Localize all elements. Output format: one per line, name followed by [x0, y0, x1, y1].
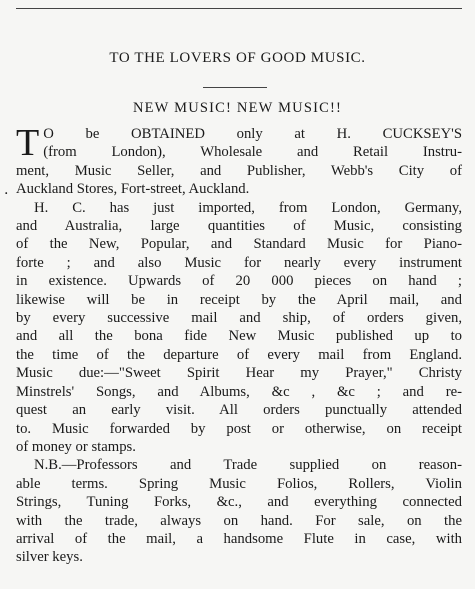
drop-cap: T [16, 125, 40, 162]
text-line: Strings, Tuning Forks, &c., and everything connected [16, 494, 462, 511]
text-line: Auckland Stores, Fort-street, Auckland. [16, 181, 250, 198]
advert-body [16, 125, 462, 567]
text-line: and Australia, large quantities of Music, consisting [16, 218, 462, 235]
text-line: Minstrels' Songs, and Albums, &c , &c ; and re- [16, 383, 462, 400]
text-line: in existence. Upwards of 20 000 pieces on hand ; [16, 273, 462, 290]
text-line: with the trade, always on hand. For sale, on the [16, 512, 462, 529]
text-line: the time of the departure of every mail from England. [16, 346, 462, 363]
text-line: quest an early visit. All orders punctually attended [16, 402, 462, 419]
text-line: (from London), Wholesale and Retail Instru- [43, 144, 462, 161]
text-line: likewise will be in receipt by the April mail, and [16, 291, 462, 308]
text-line: forte ; and also Music for nearly every instrument [16, 254, 462, 271]
text-line: Music due:—"Sweet Spirit Hear my Prayer," Christy [16, 365, 462, 382]
text-line: H. C. has just imported, from London, Germany, [34, 199, 462, 216]
separator-rule [203, 87, 267, 88]
text-line: of money or stamps. [16, 438, 136, 455]
advert-heading: TO THE LOVERS OF GOOD MUSIC. [109, 50, 366, 66]
paragraph-nb [16, 456, 462, 566]
paragraph-intro [16, 125, 462, 162]
text-line: O be OBTAINED only at H. CUCKSEY'S [43, 126, 462, 142]
paragraph-import [16, 199, 462, 457]
text-line: silver keys. [16, 549, 83, 566]
text-line: to. Music forwarded by post or otherwise, on receipt [16, 420, 462, 437]
text-line: of the New, Popular, and Standard Music for Piano- [16, 236, 462, 253]
text-line: and all the bona fide New Music published up to [16, 328, 462, 345]
margin-mark: . [4, 182, 9, 198]
text-line: N.B.—Professors and Trade supplied on reason- [34, 457, 462, 474]
text-line: able terms. Spring Music Folios, Rollers, Violin [16, 475, 462, 492]
text-line: arrival of the mail, a handsome Flute in case, with [16, 530, 462, 547]
text-line: ment, Music Seller, and Publisher, Webb's City of [16, 162, 462, 179]
advert-subheading: NEW MUSIC! NEW MUSIC!! [132, 100, 343, 116]
text-line: by every successive mail and ship, of orders given, [16, 310, 462, 327]
top-rule [16, 8, 462, 9]
